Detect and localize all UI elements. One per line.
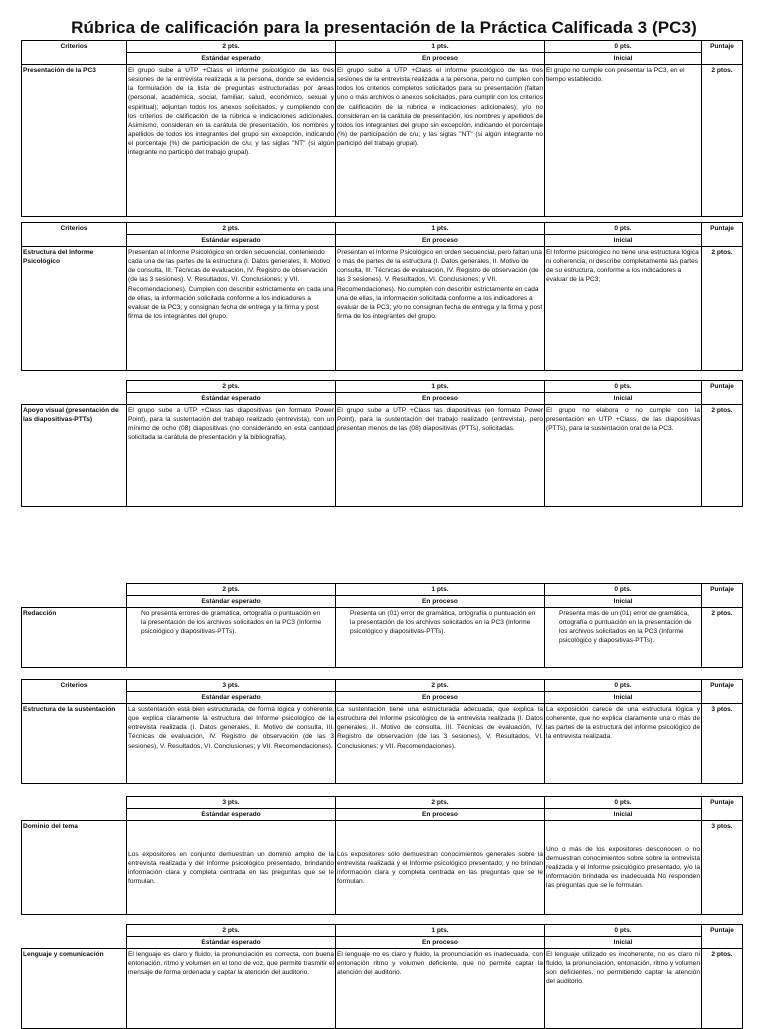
description-cell: El grupo sube a UTP +Class las diapositivas (en formato Power Point), para la sustentación del trabajo realizado (entrevista), pero presentan menos de las (08) diapositivas (PTTs), solicitadas. xyxy=(336,405,545,507)
points-header: 0 pts. xyxy=(545,41,702,53)
description-cell: El Informe psicológico no tiene una estructura lógica ni coherencia, ni describe completamente las partes de su estructura, conforme a los indicadores a evaluar de la PC3; xyxy=(545,247,702,371)
score-cell: 2 ptos. xyxy=(702,608,743,668)
rubric-table-apoyo-visual xyxy=(21,380,743,507)
puntaje-header: Puntaje xyxy=(702,680,743,704)
points-header: 1 pts. xyxy=(336,925,545,937)
description-cell: El grupo no elabora o no cumple con la presentación en UTP +Class, de las diapositivas (PTTs), para la sustentación oral de la PC3. xyxy=(545,405,702,507)
description-cell: La sustentación tiene una estructurada adecuada, que explica la estructura del Informe psicológico de la entrevista realizada (I. Datos generales, II. Motivo de consulta, III. Técnicas de evaluación, IV. Registro de observación (de las 3 sesiones), V. Resultados, VI. Conclusiones; y VII. Recomendaciones). xyxy=(336,704,545,784)
score-cell: 2 ptos. xyxy=(702,247,743,371)
description-cell: El lenguaje utilizado es incoherente, no es claro ni fluido, la pronunciación, entonación, ritmo y volumen son deficientes. no permitiendo captar la atención del auditorio. xyxy=(545,949,702,1029)
criterios-header-blank xyxy=(22,584,127,608)
criterios-header-blank xyxy=(22,925,127,949)
criterion-label: Estructura de la sustentación xyxy=(22,704,127,784)
criterion-label: Estructura del Informe Psicológico xyxy=(22,247,127,371)
description-cell: El grupo sube a UTP +Class el informe psicológico de las tres sesiones de la entrevista realizada a la persona, donde se evidencia la formulación de la lista de preguntas estructuradas por áreas (personal, académica, social, familiar, salud, económico, sexual y espiritual); adjuntan todos los anexos solicitados, y cumpliendo con los criterios de calificación de la rúbrica e indicaciones adicionales. Asimismo, consideran en la carátula de presentación, los nombres y apellidos de todos los integrantes del grupo sin excepción, indicando el porcentaje (%) de participación de c/u; y las siglas "NT" (si algún integrante no participó del trabajo grupal). xyxy=(127,65,336,217)
criterion-label: Lenguaje y comunicación xyxy=(22,949,127,1029)
points-header: 0 pts. xyxy=(545,584,702,596)
score-cell: 2 ptos. xyxy=(702,405,743,507)
points-header: 1 pts. xyxy=(336,41,545,53)
points-header: 1 pts. xyxy=(336,584,545,596)
description-cell: Uno o más de los expositores desconocen o no demuestran conocimientos sobre sobre la entrevista realizada y el Informe psicológico presentado, y/o la información brindada es inadecuada No responden las preguntas que se le formulan. xyxy=(545,821,702,915)
description-cell: El lenguaje no es claro y fluido, la pronunciación es inadecuada, con entonación ritmo y volumen deficiente, que no permite captar la atención del auditorio. xyxy=(336,949,545,1029)
points-header: 2 pts. xyxy=(127,584,336,596)
description-cell: Presenta más de un (01) error de gramática, ortografía o puntuación en la presentación de los archivos solicitados en la PC3 (Informe psicológico y diapositivas-PTTs). xyxy=(545,608,702,668)
rubric-table-lenguaje xyxy=(21,924,743,1029)
level-header: Estándar esperado xyxy=(127,393,336,405)
points-header: 2 pts. xyxy=(127,925,336,937)
rubric-table-estructura-informe xyxy=(21,222,743,371)
level-header: En proceso xyxy=(336,809,545,821)
points-header: 3 pts. xyxy=(127,797,336,809)
points-header: 3 pts. xyxy=(127,680,336,692)
criterion-label: Presentación de la PC3 xyxy=(22,65,127,217)
description-cell: La exposición carece de una estructura lógica y coherente, que no explica claramente una o más de las partes de la estructura del informe psicológico de la entrevista realizada. xyxy=(545,704,702,784)
points-header: 2 pts. xyxy=(127,223,336,235)
puntaje-header: Puntaje xyxy=(702,381,743,405)
description-cell: El grupo no cumple con presentar la PC3, en el tiempo establecido. xyxy=(545,65,702,217)
criterion-label: Redacción xyxy=(22,608,127,668)
level-header: Inicial xyxy=(545,53,702,65)
level-header: Estándar esperado xyxy=(127,596,336,608)
points-header: 0 pts. xyxy=(545,680,702,692)
points-header: 2 pts. xyxy=(336,680,545,692)
puntaje-header: Puntaje xyxy=(702,223,743,247)
level-header: Inicial xyxy=(545,937,702,949)
description-cell: La sustentación está bien estructurada, de forma lógica y coherente, que explica claramente la estructura del Informe psicológico de la entrevista realizada (I. Datos generales, II. Motivo de consulta, III. Técnicas de evaluación, IV. Registro de observación (de las 3 sesiones), V. Resultados, VI. Conclusiones; y VII. Recomendaciones). xyxy=(127,704,336,784)
score-cell: 3 ptos. xyxy=(702,821,743,915)
level-header: En proceso xyxy=(336,393,545,405)
description-cell: Presentan el Informe Psicológico en orden secuencial, pero faltan una o más de partes de la estructura (I. Datos generales, II. Motivo de consulta, III. Técnicas de evaluación, IV. Registro de observación (de las 3 sesiones). V. Resultados, VI. Conclusiones; y VII. Recomendaciones). No cumplen con describir estrictamente en cada una de ellas, la información solicitada conforme a los indicadores a evaluar de la PC3; y/o no consignan fecha de entrega y la firma y post firma de los integrantes del grupo. xyxy=(336,247,545,371)
puntaje-header: Puntaje xyxy=(702,797,743,821)
level-header: Inicial xyxy=(545,393,702,405)
puntaje-header: Puntaje xyxy=(702,925,743,949)
level-header: En proceso xyxy=(336,596,545,608)
rubric-table-redaccion xyxy=(21,583,743,668)
level-header: Estándar esperado xyxy=(127,809,336,821)
points-header: 1 pts. xyxy=(336,223,545,235)
level-header: En proceso xyxy=(336,937,545,949)
points-header: 0 pts. xyxy=(545,223,702,235)
level-header: Inicial xyxy=(545,235,702,247)
level-header: Estándar esperado xyxy=(127,692,336,704)
description-cell: El grupo sube a UTP +Class el informe psicológico de las tres sesiones de la entrevista realizada a la persona, pero no cumplen con todos los criterios completos solicitados para su presentación (faltan uno o más archivos o anexos solicitados, para cumplir con los criterios de calificación de la rúbrica e indicaciones adicionales); y/o no consideran en la carátula de presentación, los nombres y apellidos de todos los integrantes del grupo sin excepción, indicando el porcentaje (%) de participación de c/u; y las siglas "NT" (si algún integrante no participó del trabajo grupal). xyxy=(336,65,545,217)
description-cell: Presenta un (01) error de gramática, ortografía o puntuación en la presentación de los archivos solicitados en la PC3 (Informe psicológico y diapositivas-PTTs). xyxy=(336,608,545,668)
level-header: Estándar esperado xyxy=(127,53,336,65)
description-cell: El lenguaje es claro y fluido, la pronunciación es correcta, con buena entonación, ritmo y volumen en el tono de voz, que permite trasmitir el mensaje de forma ordenada y captar la atención del auditorio. xyxy=(127,949,336,1029)
score-cell: 3 ptos. xyxy=(702,704,743,784)
level-header: En proceso xyxy=(336,692,545,704)
points-header: 1 pts. xyxy=(336,381,545,393)
rubric-table-estructura-sustentacion xyxy=(21,679,743,784)
points-header: 2 pts. xyxy=(127,41,336,53)
puntaje-header: Puntaje xyxy=(702,41,743,65)
criterios-header-blank xyxy=(22,797,127,821)
criterios-header: Criterios xyxy=(22,223,127,247)
score-cell: 2 ptos. xyxy=(702,949,743,1029)
description-cell: Los expositores sólo demuestran conocimientos generales sobre la entrevista realizada y el Informe psicológico presentado; y no brindan información clara y completa centrada en las preguntas que se le formulan. xyxy=(336,821,545,915)
score-cell: 2 ptos. xyxy=(702,65,743,217)
level-header: En proceso xyxy=(336,235,545,247)
description-cell: No presenta errores de gramática, ortografía o puntuación en la presentación de los archivos solicitados en la PC3 (Informe psicológico y diapositivas-PTTs). xyxy=(127,608,336,668)
points-header: 0 pts. xyxy=(545,797,702,809)
level-header: En proceso xyxy=(336,53,545,65)
level-header: Inicial xyxy=(545,596,702,608)
criterios-header: Criterios xyxy=(22,680,127,704)
page-title: Rúbrica de calificación para la presentación de la Práctica Calificada 3 (PC3) xyxy=(71,18,697,37)
level-header: Estándar esperado xyxy=(127,937,336,949)
points-header: 2 pts. xyxy=(336,797,545,809)
level-header: Inicial xyxy=(545,692,702,704)
description-cell: Los expositores en conjunto demuestran un dominio amplio de la entrevista realizada y del Informe psicológico presentado, brindando información clara y completa centrada en las preguntas que se le formulan. xyxy=(127,821,336,915)
criterios-header: Criterios xyxy=(22,41,127,65)
description-cell: El grupo sube a UTP +Class las diapositivas (en formato Power Point), para la sustentación del trabajo realizado (entrevista), con un mínimo de ocho (08) diapositivas (no considerando en esta cantidad solicitada la carátula de presentación y la bibliografía). xyxy=(127,405,336,507)
level-header: Estándar esperado xyxy=(127,235,336,247)
criterios-header-blank xyxy=(22,381,127,405)
points-header: 0 pts. xyxy=(545,925,702,937)
rubric-table-dominio-tema xyxy=(21,796,743,915)
puntaje-header: Puntaje xyxy=(702,584,743,608)
points-header: 0 pts. xyxy=(545,381,702,393)
points-header: 2 pts. xyxy=(127,381,336,393)
level-header: Inicial xyxy=(545,809,702,821)
criterion-label: Dominio del tema xyxy=(22,821,127,915)
criterion-label: Apoyo visual (presentación de las diapositivas-PTTs) xyxy=(22,405,127,507)
description-cell: Presentan el Informe Psicológico en orden secuencial, conteniendo cada una de las partes de la estructura (I. Datos generales, II. Motivo de consulta, III. Técnicas de evaluación, IV. Registro de observación (de las 3 sesiones). V. Resultados, VI. Conclusiones; y VII. Recomendaciones). Cumplen con describir estrictamente en cada una de ellas, la información solicitada conforme a los indicadores a evaluar de la PC3; y consignan fecha de entrega y la firma y post firma de los integrantes del grupo. xyxy=(127,247,336,371)
rubric-table-presentacion xyxy=(21,40,743,217)
